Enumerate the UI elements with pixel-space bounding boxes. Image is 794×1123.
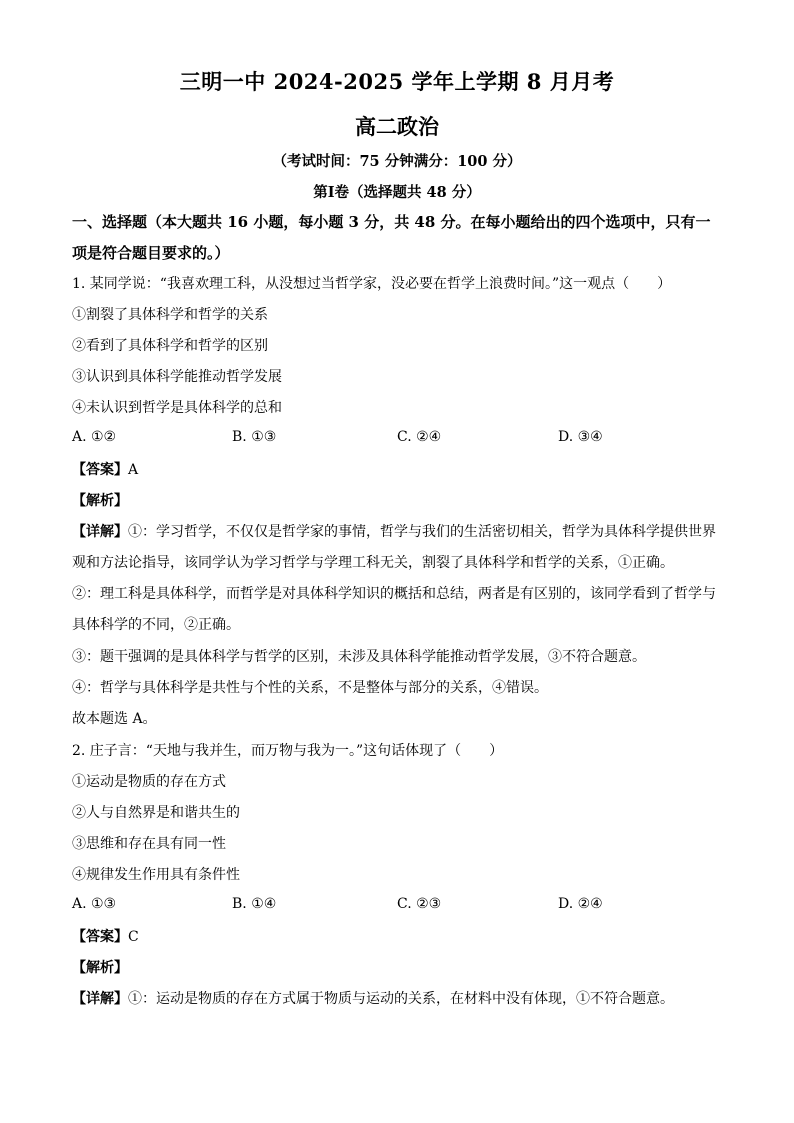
detail-text: ①：运动是物质的存在方式属于物质与运动的关系，在材料中没有体现，①不符合题意。 xyxy=(128,991,674,1007)
question-2-item-2: ②人与自然界是和谐共生的 xyxy=(72,805,240,821)
question-1-item-4: ④未认识到哲学是具体科学的总和 xyxy=(72,400,282,416)
analysis-tag: 【解析】 xyxy=(72,493,128,509)
answer-tag: 【答案】 xyxy=(72,929,128,945)
question-1-item-3: ③认识到具体科学能推动哲学发展 xyxy=(72,369,282,385)
question-1-item-1: ①割裂了具体科学和哲学的关系 xyxy=(72,307,268,323)
detail-tag: 【详解】 xyxy=(72,991,128,1007)
option-c: C. ②④ xyxy=(397,429,442,445)
exam-title: 三明一中 2024-2025 学年上学期 8 月月考 xyxy=(179,69,615,94)
question-2-item-4: ④规律发生作用具有条件性 xyxy=(72,867,240,883)
analysis-tag: 【解析】 xyxy=(72,960,128,976)
option-a: A. ①② xyxy=(72,429,117,445)
question-2-detail-1 xyxy=(72,989,722,1009)
answer-tag: 【答案】 xyxy=(72,462,128,478)
option-d: D. ②④ xyxy=(558,896,603,912)
question-2-options xyxy=(72,896,722,916)
question-1-stem: 1. 某同学说：“我喜欢理工科，从没想过当哲学家，没必要在哲学上浪费时间。”这一观点（ ） xyxy=(72,276,672,292)
section-heading: 一、选择题（本大题共 16 小题，每小题 3 分，共 48 分。在每小题给出的四个选项中，只有一项是符合题目要求的。） xyxy=(72,213,711,262)
question-2-stem: 2. 庄子言：“天地与我并生，而万物与我为一。”这句话体现了（ ） xyxy=(72,743,504,759)
question-2-answer xyxy=(72,927,722,947)
question-2-analysis xyxy=(72,958,722,978)
detail-text: ①：学习哲学，不仅仅是哲学家的事情，哲学与我们的生活密切相关，哲学为具体科学提供世界观和方法论指导，该同学认为学习哲学与学理工科无关，割裂了具体科学和哲学的关系，①正确。 xyxy=(72,524,716,571)
option-a: A. ①③ xyxy=(72,896,117,912)
question-1-detail-1 xyxy=(72,517,722,579)
answer-value: C xyxy=(128,929,139,945)
exam-info: （考试时间：75 分钟满分：100 分） xyxy=(272,153,522,170)
question-1-conclusion: 故本题选 A。 xyxy=(72,711,157,727)
subject-title: 高二政治 xyxy=(355,114,439,139)
option-d: D. ③④ xyxy=(558,429,603,445)
question-2-item-1: ①运动是物质的存在方式 xyxy=(72,774,226,790)
option-c: C. ②③ xyxy=(397,896,442,912)
option-b: B. ①③ xyxy=(232,429,277,445)
question-1-item-2: ②看到了具体科学和哲学的区别 xyxy=(72,338,268,354)
question-1-analysis xyxy=(72,491,722,511)
answer-value: A xyxy=(128,462,139,478)
option-b: B. ①④ xyxy=(232,896,277,912)
question-1-detail-4: ④：哲学与具体科学是共性与个性的关系，不是整体与部分的关系，④错误。 xyxy=(72,680,548,696)
question-1-detail-2: ②：理工科是具体科学，而哲学是对具体科学知识的概括和总结，两者是有区别的，该同学看到了哲学与具体科学的不同，②正确。 xyxy=(72,586,716,633)
volume-heading: 第Ⅰ卷（选择题共 48 分） xyxy=(313,184,481,201)
question-1-detail-3: ③：题干强调的是具体科学与哲学的区别，未涉及具体科学能推动哲学发展，③不符合题意。 xyxy=(72,649,646,665)
question-2-item-3: ③思维和存在具有同一性 xyxy=(72,836,226,852)
question-1-answer xyxy=(72,460,722,480)
detail-tag: 【详解】 xyxy=(72,524,128,540)
question-1-options xyxy=(72,429,722,449)
